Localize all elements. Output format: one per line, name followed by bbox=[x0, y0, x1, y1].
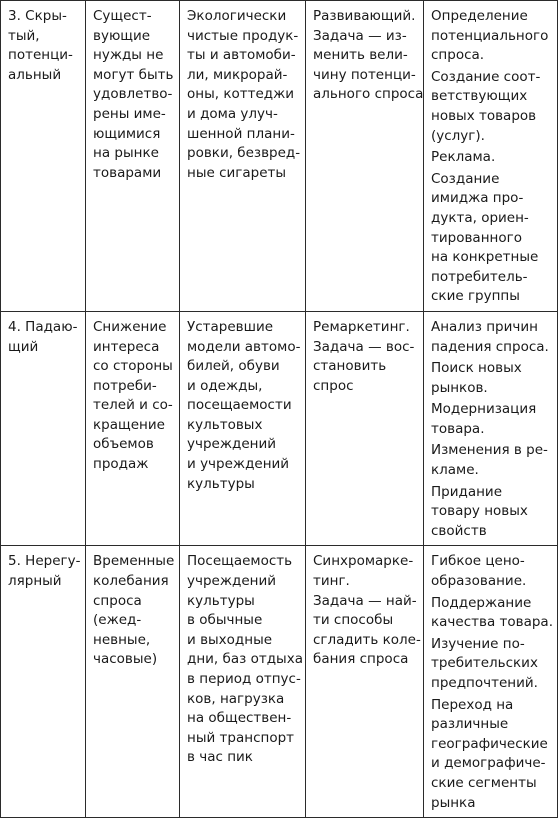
cell-demand-state bbox=[1, 311, 86, 546]
cell-text-line: в обычные bbox=[187, 612, 263, 629]
cell-text-line: требительских bbox=[431, 655, 538, 672]
cell-text-line: ющимися bbox=[93, 125, 161, 142]
cell-text-line: Экологически bbox=[187, 8, 287, 24]
cell-text-line: со стороны bbox=[93, 358, 173, 375]
cell-characteristic bbox=[86, 546, 180, 818]
cell-text-line: (ежед- bbox=[93, 612, 142, 629]
cell-text-line: образование. bbox=[431, 573, 527, 590]
cell-text-line: рынка bbox=[431, 794, 476, 811]
cell-text-line: дукта, ориен- bbox=[431, 209, 529, 226]
cell-actions bbox=[424, 1, 558, 312]
cell-text-line: сгладить коле- bbox=[313, 631, 421, 648]
cell-text-line: могут быть bbox=[93, 66, 174, 83]
cell-text-line: различные bbox=[431, 716, 509, 733]
cell-text-line: спроса. bbox=[431, 47, 485, 64]
cell-text-line: Анализ причин bbox=[431, 318, 538, 335]
cell-text-line: щий bbox=[8, 338, 39, 355]
cell-text-line: и дома улуч- bbox=[187, 105, 278, 122]
cell-example bbox=[180, 311, 306, 546]
cell-text-line: Создание соот- bbox=[431, 68, 541, 85]
cell-text-line: нужды не bbox=[93, 47, 164, 64]
cell-marketing-type bbox=[306, 311, 424, 546]
cell-text-line: на рынке bbox=[93, 145, 159, 162]
cell-text-line: и выходные bbox=[187, 631, 273, 648]
cell-text-line: лярный bbox=[8, 573, 62, 590]
cell-text-line: учреждений bbox=[187, 436, 277, 453]
cell-text-line: тый, bbox=[8, 27, 40, 44]
cell-text-line: ты и автомоби- bbox=[187, 47, 296, 64]
cell-text-line: товара. bbox=[431, 420, 485, 437]
cell-text-line: Задача — из- bbox=[313, 27, 407, 44]
table-row bbox=[1, 1, 558, 312]
cell-text-line: и демографиче- bbox=[431, 755, 546, 772]
cell-text-line: Гибкое цено- bbox=[431, 553, 525, 570]
cell-text-line: часовые) bbox=[93, 651, 158, 668]
cell-text-line: товарами bbox=[93, 164, 162, 181]
cell-text-line: 4. Падаю- bbox=[8, 318, 78, 335]
cell-text-line: Сущест- bbox=[93, 8, 152, 24]
cell-text-line: падения спроса. bbox=[431, 338, 549, 355]
cell-text-line: ков, нагрузка bbox=[187, 690, 285, 707]
cell-text-line: чистые продук- bbox=[187, 27, 299, 44]
cell-text-line: культуры bbox=[187, 592, 255, 609]
cell-text-line: вующие bbox=[93, 27, 151, 44]
cell-text-line: свойств bbox=[431, 522, 487, 539]
cell-text-line: ти способы bbox=[313, 612, 394, 629]
cell-text-line: товару новых bbox=[431, 503, 528, 520]
cell-text-line: культуры bbox=[187, 475, 255, 492]
cell-text-line: тированного bbox=[431, 229, 522, 246]
cell-text-line: потенциального bbox=[431, 27, 549, 44]
cell-demand-state bbox=[1, 1, 86, 312]
cell-demand-state bbox=[1, 546, 86, 818]
cell-text-line: ального спроса bbox=[313, 86, 424, 103]
cell-text-line: оны, коттеджи bbox=[187, 86, 295, 103]
cell-text-line: предпочтений. bbox=[431, 675, 538, 691]
cell-text-line: тинг. bbox=[313, 573, 350, 590]
cell-text-line: Поддержание bbox=[431, 594, 532, 611]
cell-text-line: становить bbox=[313, 358, 387, 375]
cell-text-line: телей и со- bbox=[93, 397, 173, 414]
cell-text-line: кращение bbox=[93, 416, 165, 433]
cell-text-line: продаж bbox=[93, 456, 149, 473]
cell-marketing-type bbox=[306, 546, 424, 818]
cell-text-line: и учреждений bbox=[187, 456, 290, 473]
cell-text-line: ские сегменты bbox=[431, 774, 537, 791]
cell-text-line: объемов bbox=[93, 436, 154, 453]
cell-text-line: в период отпус- bbox=[187, 671, 301, 687]
cell-text-line: географические bbox=[431, 735, 548, 752]
cell-text-line: и одежды, bbox=[187, 377, 263, 394]
cell-text-line: шенной плани- bbox=[187, 125, 295, 142]
cell-text-line: Определение bbox=[431, 8, 528, 24]
cell-text-line: имиджа про- bbox=[431, 190, 524, 207]
cell-text-line: Развивающий. bbox=[313, 8, 416, 24]
cell-text-line: интереса bbox=[93, 338, 160, 355]
cell-text-line: новых товаров bbox=[431, 107, 537, 124]
cell-text-line: Задача — най- bbox=[313, 592, 417, 609]
cell-text-line: ный транспорт bbox=[187, 729, 295, 746]
cell-text-line: Модернизация bbox=[431, 401, 537, 418]
cell-text-line: Синхромарке- bbox=[313, 553, 414, 570]
cell-text-line: Ремаркетинг. bbox=[313, 318, 410, 335]
cell-example bbox=[180, 546, 306, 818]
cell-text-line: (услуг). bbox=[431, 127, 485, 144]
cell-text-line: спрос bbox=[313, 377, 354, 394]
cell-marketing-type bbox=[306, 1, 424, 312]
cell-text-line: Устаревшие bbox=[187, 318, 274, 335]
cell-text-line: спроса bbox=[93, 592, 142, 609]
cell-text-line: потенци- bbox=[8, 47, 73, 64]
cell-text-line: Задача — вос- bbox=[313, 338, 415, 355]
cell-text-line: Придание bbox=[431, 483, 503, 500]
cell-text-line: модели автомо- bbox=[187, 338, 301, 355]
cell-characteristic bbox=[86, 1, 180, 312]
cell-text-line: ские группы bbox=[431, 288, 520, 305]
cell-text-line: в час пик bbox=[187, 749, 253, 766]
cell-text-line: Изменения в ре- bbox=[431, 442, 548, 459]
table-row bbox=[1, 546, 558, 818]
cell-text-line: 3. Скры- bbox=[8, 8, 67, 24]
cell-actions bbox=[424, 546, 558, 818]
cell-characteristic bbox=[86, 311, 180, 546]
cell-text-line: на обществен- bbox=[187, 710, 292, 727]
cell-text-line: потреби- bbox=[93, 377, 157, 394]
cell-text-line: колебания bbox=[93, 573, 169, 590]
cell-text-line: Реклама. bbox=[431, 149, 496, 166]
cell-text-line: кламе. bbox=[431, 462, 479, 479]
cell-text-line: Изучение по- bbox=[431, 635, 525, 652]
cell-example bbox=[180, 1, 306, 312]
cell-text-line: потребитель- bbox=[431, 268, 528, 285]
cell-text-line: менить вели- bbox=[313, 47, 408, 64]
cell-text-line: Временные bbox=[93, 553, 175, 570]
cell-text-line: посещаемости bbox=[187, 397, 292, 414]
cell-text-line: невные, bbox=[93, 631, 151, 648]
cell-text-line: культовых bbox=[187, 416, 263, 433]
cell-text-line: Поиск новых bbox=[431, 360, 522, 377]
cell-text-line: Посещаемость bbox=[187, 553, 293, 570]
cell-text-line: Переход на bbox=[431, 696, 514, 713]
cell-text-line: ветствующих bbox=[431, 88, 528, 105]
cell-text-line: ровки, безвред- bbox=[187, 145, 301, 162]
cell-text-line: рынков. bbox=[431, 379, 488, 396]
cell-text-line: Создание bbox=[431, 170, 500, 187]
cell-text-line: бания спроса bbox=[313, 651, 409, 668]
table-row bbox=[1, 311, 558, 546]
cell-text-line: 5. Нерегу- bbox=[8, 553, 81, 570]
cell-text-line: учреждений bbox=[187, 573, 277, 590]
cell-text-line: чину потенци- bbox=[313, 66, 416, 83]
cell-text-line: Снижение bbox=[93, 318, 167, 335]
cell-text-line: на конкретные bbox=[431, 249, 539, 266]
cell-text-line: рены име- bbox=[93, 105, 166, 122]
cell-text-line: альный bbox=[8, 66, 62, 83]
cell-text-line: дни, баз отдыха bbox=[187, 651, 303, 668]
cell-text-line: ли, микрорай- bbox=[187, 66, 288, 83]
cell-text-line: удовлетво- bbox=[93, 86, 173, 103]
cell-text-line: ные сигареты bbox=[187, 164, 287, 181]
cell-actions bbox=[424, 311, 558, 546]
cell-text-line: качества товара. bbox=[431, 614, 554, 631]
cell-text-line: билей, обуви bbox=[187, 358, 280, 375]
